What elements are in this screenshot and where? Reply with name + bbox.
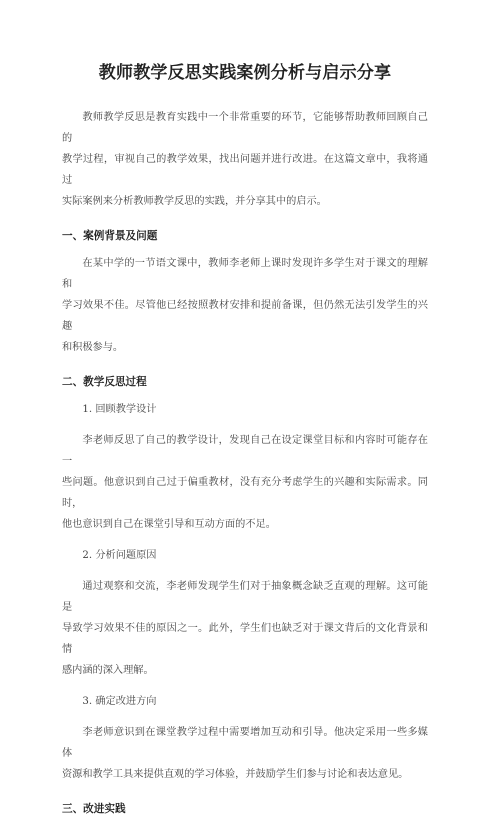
- background-paragraph: [62, 253, 428, 358]
- text-line: 些问题。他意识到自己过于偏重教材，没有充分考虑学生的兴趣和实际需求。同时，: [62, 477, 428, 509]
- text-line: 实际案例来分析教师教学反思的实践，并分享其中的启示。: [62, 196, 327, 207]
- text-line: 李老师意识到在课堂教学过程中需要增加互动和引导。他决定采用一些多媒体: [62, 727, 428, 759]
- subitem-label: 2. 分析问题原因: [82, 550, 157, 561]
- text-line: 李老师反思了自己的教学设计，发现自己在设定课堂目标和内容时可能存在一: [62, 435, 428, 467]
- section-heading-practice: 三、改进实践: [62, 803, 126, 815]
- document-title: 教师教学反思实践案例分析与启示分享: [98, 63, 392, 83]
- subitem-label: 3. 确定改进方向: [82, 696, 157, 707]
- text-line: 资源和教学工具来提供直观的学习体验，并鼓励学生们参与讨论和表达意见。: [62, 769, 409, 780]
- subitem-paragraph: [62, 722, 428, 785]
- text-line: 在某中学的一节语文课中，教师李老师上课时发现许多学生对于课文的理解和: [62, 258, 428, 290]
- subitem-paragraph: [62, 576, 428, 681]
- section-heading-background: 一、案例背景及问题: [62, 230, 158, 242]
- text-line: 和积极参与。: [62, 342, 124, 353]
- text-line: 导致学习效果不佳的原因之一。此外，学生们也缺乏对于课文背后的文化背景和情: [62, 623, 428, 655]
- text-line: 通过观察和交流，李老师发现学生们对于抽象概念缺乏直观的理解。这可能是: [62, 581, 428, 613]
- subitem-label: 1. 回顾教学设计: [82, 404, 157, 415]
- subitem-paragraph: [62, 430, 428, 535]
- text-line: 教师教学反思是教育实践中一个非常重要的环节，它能够帮助教师回顾自己的: [62, 112, 428, 144]
- text-line: 感内涵的深入理解。: [62, 665, 154, 676]
- intro-paragraph: [62, 107, 428, 212]
- text-line: 学习效果不佳。尽管他已经按照教材安排和提前备课，但仍然无法引发学生的兴趣: [62, 300, 428, 332]
- text-line: 他也意识到自己在课堂引导和互动方面的不足。: [62, 519, 276, 530]
- section-heading-reflection: 二、教学反思过程: [62, 376, 147, 388]
- text-line: 教学过程，审视自己的教学效果，找出问题并进行改进。在这篇文章中，我将通过: [62, 154, 428, 186]
